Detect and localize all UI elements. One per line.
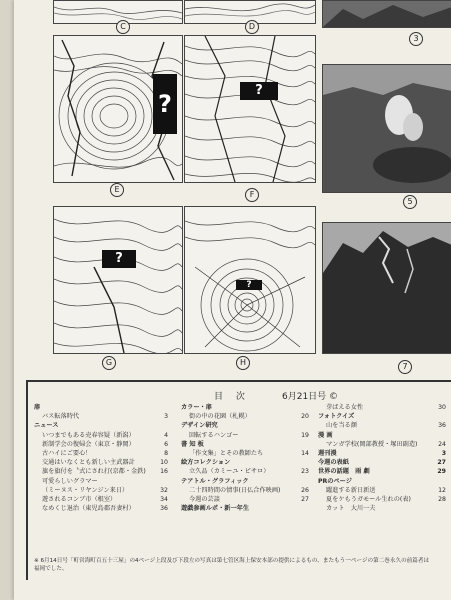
toc-entry-title: ニュース <box>34 422 59 430</box>
question-box-h: ? <box>236 280 262 290</box>
toc-section-heading <box>181 477 309 486</box>
toc-page-number: 30 <box>438 404 446 411</box>
toc-entry <box>318 403 446 412</box>
toc-page-number: 27 <box>301 495 309 503</box>
toc-entry <box>34 412 168 421</box>
toc-entry <box>181 495 309 504</box>
toc-section-heading <box>318 412 446 421</box>
toc-entry-title: なめくじ退治（東児島郡吾妻村） <box>42 505 135 513</box>
toc-entry-title: （ミーヌス・リヤンジン来日） <box>42 486 129 494</box>
toc-entry-title: 街の中の花園（札幌） <box>189 413 251 421</box>
toc-entry-title: バス転落時代 <box>42 413 80 421</box>
toc-entry <box>318 495 446 504</box>
toc-entry-title: 新制学会の復帰会（東京・静岡） <box>42 440 135 448</box>
toc-page-number: 34 <box>160 495 168 503</box>
photo-label-d: D <box>245 20 259 34</box>
question-box-e: ? <box>153 74 177 134</box>
toc-entry-title: 旗を旗付を〝式にされ打(京都・金鉄) <box>42 468 146 476</box>
toc-entry <box>34 440 168 449</box>
photo-label-e: E <box>110 183 124 197</box>
photo-7 <box>322 222 451 354</box>
toc-entry <box>34 431 168 440</box>
toc-entry <box>318 421 446 430</box>
toc-entry-title: 「作文集」とその教師たち <box>189 449 264 457</box>
photo-label-c: C <box>116 20 130 34</box>
issue-date: 6月21日号 © <box>282 392 339 402</box>
toc-entry-title: 躍進する新日新送 <box>326 486 376 494</box>
map-photo-f <box>184 35 316 183</box>
toc-page-number: 14 <box>301 449 309 457</box>
toc-entry-title: PRのページ <box>318 477 352 485</box>
toc-entry-title: いつまでもある売春容疑（新潟） <box>42 431 135 439</box>
toc-page-number: 3 <box>164 413 168 421</box>
toc-entry-title: マンガ学校(岡部教授・塚田副造) <box>326 440 418 448</box>
toc-page-number: 36 <box>160 505 168 513</box>
toc-entry <box>181 449 309 458</box>
toc-section-heading <box>34 403 168 412</box>
toc-page-number: 10 <box>160 459 168 467</box>
toc-entry <box>34 449 168 458</box>
toc-entry-title: 回転するハンゴー <box>189 431 239 439</box>
toc-entry-title: 芽ばえる女性 <box>326 404 364 411</box>
toc-page-number: 23 <box>301 468 309 476</box>
photo-label-f: F <box>245 188 259 202</box>
toc-entry-title: テアトル・グラフィック <box>181 477 249 485</box>
toc-entry <box>318 504 446 513</box>
toc-page-number: 24 <box>438 440 446 448</box>
toc-section-heading <box>181 458 309 467</box>
toc-section-heading <box>318 449 446 458</box>
photo-label-3: 3 <box>409 32 423 46</box>
toc-page-number: 8 <box>164 449 168 457</box>
toc-page-number: 26 <box>301 486 309 494</box>
toc-entry <box>181 486 309 495</box>
photo-label-7: 7 <box>398 360 412 374</box>
toc-page-number: 27 <box>437 459 446 467</box>
toc-entry-title: 今週の芸談 <box>189 495 220 503</box>
toc-entry-title: 交通はいなくとも新しい主武器計 <box>42 459 135 467</box>
toc-entry-title: 書 知 板 <box>181 440 204 448</box>
toc-column-3 <box>318 403 446 513</box>
photo-5 <box>322 64 451 193</box>
toc-entry <box>34 504 168 513</box>
toc-page-number: 20 <box>301 413 309 421</box>
toc-entry <box>34 477 168 486</box>
toc-entry <box>181 412 309 421</box>
toc-column-1 <box>34 403 168 513</box>
toc-entry-title: フォトクイズ <box>318 413 355 421</box>
toc-entry-title: 立久品（カミーユ・ピサロ） <box>189 468 270 476</box>
toc-entry-title: 今週の表紙 <box>318 459 349 467</box>
toc-title: 目 次 <box>214 392 250 402</box>
toc-entry <box>181 467 309 476</box>
toc-section-heading <box>318 467 446 476</box>
toc-entry-title: カラー・扉 <box>181 404 212 411</box>
toc-column-2 <box>181 403 309 513</box>
toc-entry-title: カット 大川一夫 <box>326 505 376 513</box>
toc-page-number: 36 <box>438 422 446 430</box>
toc-entry <box>34 486 168 495</box>
toc-entry <box>181 431 309 440</box>
toc-page-number: 28 <box>438 495 446 503</box>
binding-edge <box>0 0 14 600</box>
toc-entry-title: 絵方コレクション <box>181 459 231 467</box>
toc-page-number: 12 <box>438 486 446 494</box>
toc-entry-title: 古ハイにご要心！ <box>42 449 92 457</box>
toc-entry <box>34 467 168 476</box>
question-box-g: ? <box>102 250 136 268</box>
toc-section-heading <box>181 440 309 449</box>
question-box-f: ? <box>240 82 278 100</box>
photo-label-5: 5 <box>403 195 417 209</box>
toc-page-number: 4 <box>164 431 168 439</box>
toc-entry-title: 二十四時間の情事(日仏合作映画) <box>189 486 281 494</box>
toc-section-heading <box>181 504 309 513</box>
toc-entry-title: 週刊漫 <box>318 449 337 457</box>
toc-section-heading <box>318 431 446 440</box>
toc-entry-title: 山を当る顔 <box>326 422 357 430</box>
toc-page-number: 6 <box>164 440 168 448</box>
map-photo-g <box>53 206 183 354</box>
toc-page-number: 32 <box>160 486 168 494</box>
photo-label-h: H <box>236 356 250 370</box>
toc-entry <box>318 440 446 449</box>
toc-section-heading <box>34 421 168 430</box>
toc-page-number: 3 <box>441 449 446 457</box>
toc-section-heading <box>318 458 446 467</box>
photo-3 <box>322 0 451 28</box>
toc-entry-title: 夏をケもうガモール生れの(表) <box>326 495 411 503</box>
toc-entry-title: 扉 <box>34 404 41 411</box>
toc-entry-title: デザイン研究 <box>181 422 218 430</box>
toc-entry-title: 遊戯参画ルポ・新一年生 <box>181 505 250 513</box>
toc-entry-title: 漫 画 <box>318 431 333 439</box>
toc-entry-title: 可愛らしいグラマー <box>42 477 98 485</box>
toc-page-number: 19 <box>301 431 309 439</box>
toc-page-number: 16 <box>160 468 168 476</box>
toc-entry <box>318 486 446 495</box>
toc-page-number: 29 <box>437 468 446 476</box>
photo-label-g: G <box>102 356 116 370</box>
toc-entry-title: 遊されるコンブ市（根室） <box>42 495 117 503</box>
toc-entry-title: 世界の話題 雨 劇 <box>318 468 370 476</box>
toc-entry <box>34 458 168 467</box>
toc-entry <box>34 495 168 504</box>
correction-note: ※ 6月14日号「町営海町百五十三屋」の4ページ上段及び下段左の写真は第七管区海上保安本部の提供によるもの、またもう一ページの第二巻永久の前篇者は福岡でした。 <box>34 558 430 572</box>
toc-section-heading <box>318 477 446 486</box>
toc-section-heading <box>181 403 309 412</box>
toc-section-heading <box>181 421 309 430</box>
